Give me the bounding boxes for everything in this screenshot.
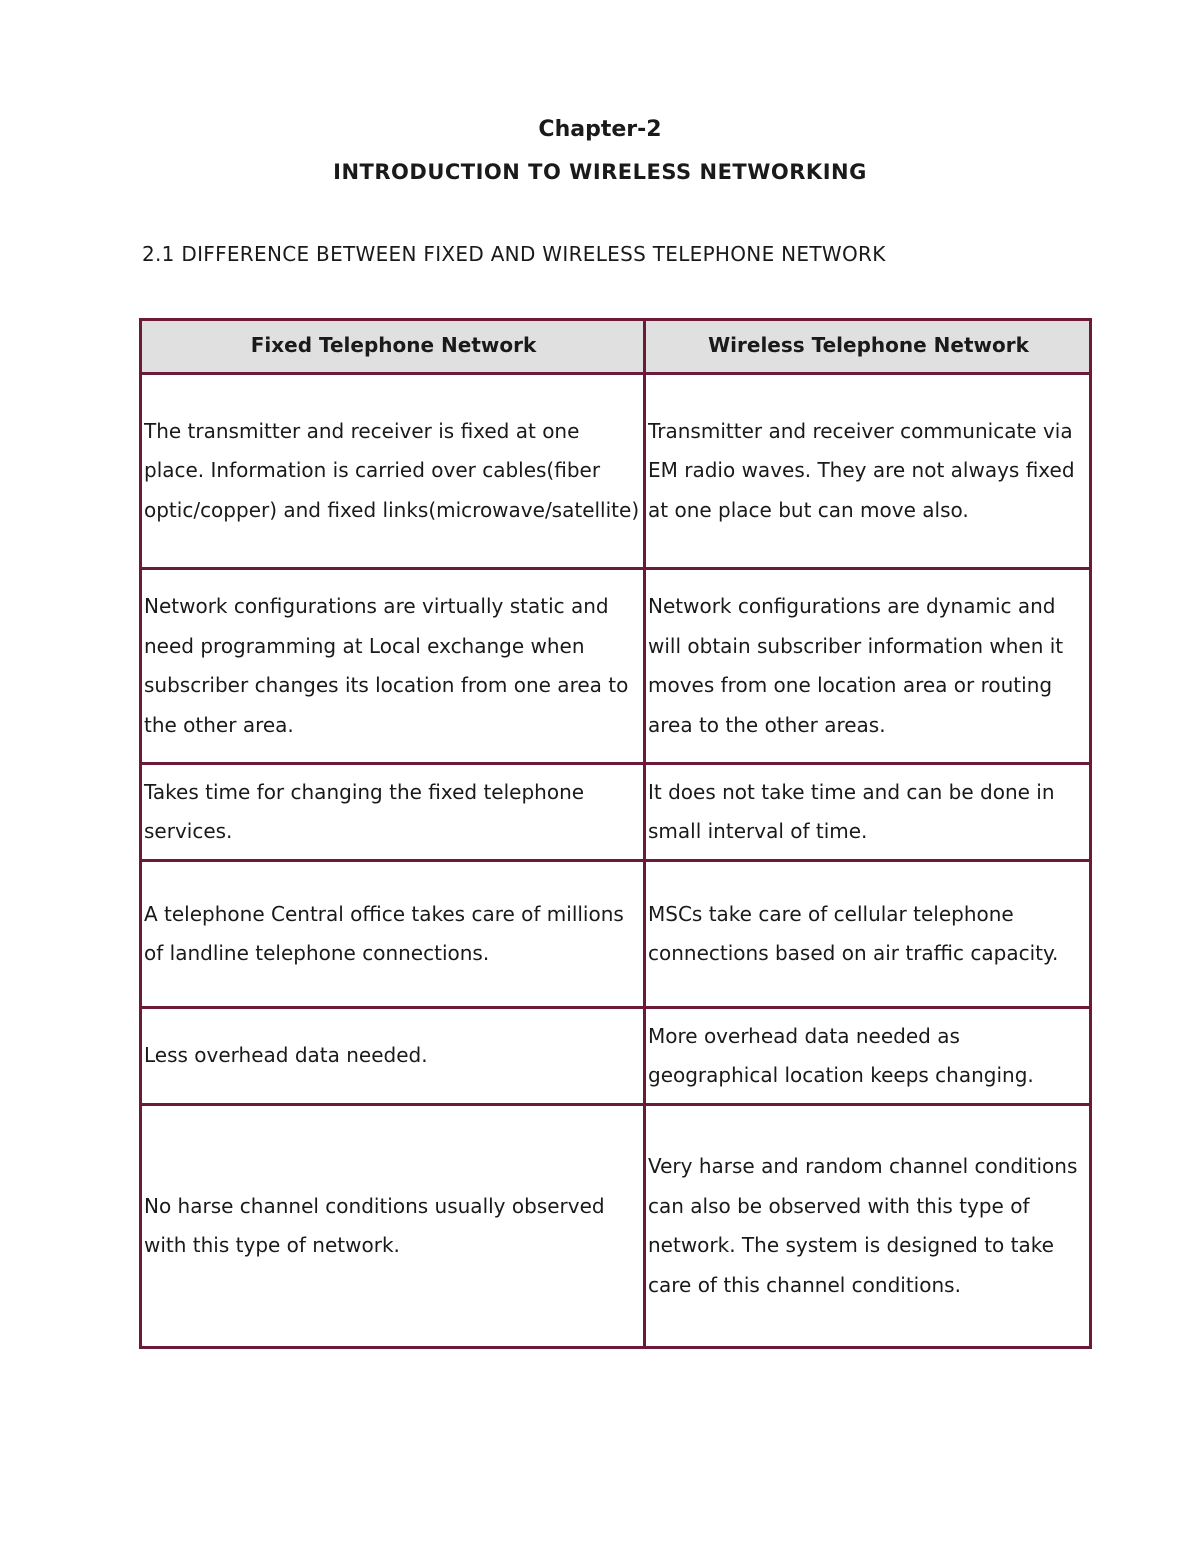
cell-wireless: Transmitter and receiver communicate via EM radio waves. They are not always fixed at one place but can move also.	[645, 374, 1091, 569]
table-row	[141, 374, 1091, 569]
cell-wireless: MSCs take care of cellular telephone connections based on air traffic capacity.	[645, 861, 1091, 1008]
cell-fixed: No harse channel conditions usually observed with this type of network.	[141, 1105, 645, 1348]
cell-fixed: Less overhead data needed.	[141, 1008, 645, 1105]
cell-fixed: Takes time for changing the fixed telephone services.	[141, 764, 645, 861]
cell-wireless: More overhead data needed as geographical location keeps changing.	[645, 1008, 1091, 1105]
table-row	[141, 569, 1091, 764]
cell-wireless: It does not take time and can be done in small interval of time.	[645, 764, 1091, 861]
section-heading: 2.1 DIFFERENCE BETWEEN FIXED AND WIRELESS TELEPHONE NETWORK	[142, 242, 886, 266]
cell-fixed: A telephone Central office takes care of millions of landline telephone connections.	[141, 861, 645, 1008]
cell-wireless: Very harse and random channel conditions can also be observed with this type of network. The system is designed to take care of this channel conditions.	[645, 1105, 1091, 1348]
table-row	[141, 861, 1091, 1008]
header-fixed: Fixed Telephone Network	[141, 320, 645, 374]
header-wireless: Wireless Telephone Network	[645, 320, 1091, 374]
comparison-table	[139, 318, 1092, 1349]
cell-wireless: Network configurations are dynamic and will obtain subscriber information when it moves from one location area or routing area to the other areas.	[645, 569, 1091, 764]
chapter-label: Chapter-2	[538, 117, 662, 142]
cell-fixed: The transmitter and receiver is fixed at one place. Information is carried over cables(fiber optic/copper) and fixed links(microwave/satellite)	[141, 374, 645, 569]
table-header-row	[141, 320, 1091, 374]
page-title: INTRODUCTION TO WIRELESS NETWORKING	[333, 160, 867, 184]
cell-fixed: Network configurations are virtually static and need programming at Local exchange when subscriber changes its location from one area to the other area.	[141, 569, 645, 764]
table-row	[141, 764, 1091, 861]
table-row	[141, 1008, 1091, 1105]
table-row	[141, 1105, 1091, 1348]
